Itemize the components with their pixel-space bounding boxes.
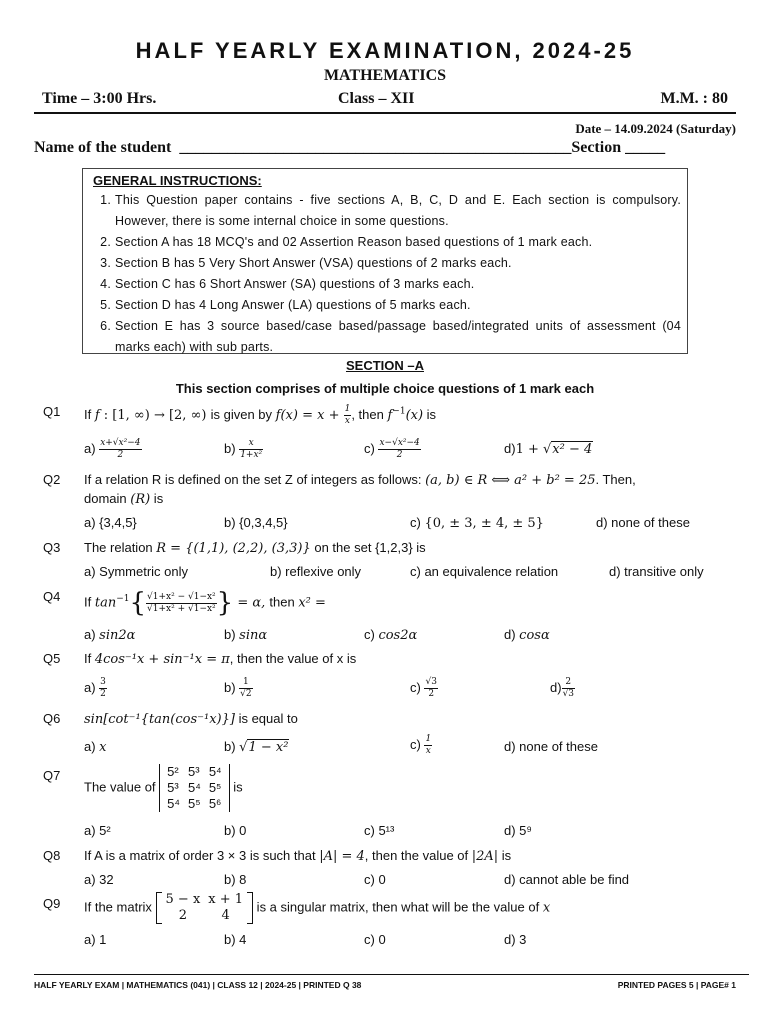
q9-number: Q9: [43, 896, 61, 911]
q5-option-b[interactable]: b) $\frac{1}{√2}$: [224, 677, 252, 699]
q9-option-d[interactable]: d) 3: [504, 932, 527, 947]
section-a-title: SECTION –A: [345, 358, 424, 373]
exam-time: Time – 3:00 Hrs.: [42, 90, 157, 107]
q8-option-b[interactable]: b) 8: [224, 872, 247, 887]
q6-option-b[interactable]: b) √1 − x²: [224, 739, 289, 755]
q1-option-c[interactable]: c) $\frac{\text{x−√x²−4}}{2}$: [364, 438, 420, 460]
instruction-item: [89, 190, 681, 232]
instruction-text: Section D has 4 Long Answer (LA) questions of 5 marks each.: [115, 298, 471, 312]
section-blank: _____: [625, 139, 666, 156]
q7-determinant: 5² 5³ 5⁴ 5³ 5⁴ 5⁵ 5⁴ 5⁵ 5⁶: [159, 764, 229, 812]
q9-option-c[interactable]: c) 0: [364, 932, 386, 947]
q6-option-c[interactable]: c) $\frac{1}{x}$: [410, 734, 432, 756]
instruction-item: [89, 316, 681, 358]
q2-option-a[interactable]: a) {3,4,5}: [84, 515, 137, 530]
q8-option-c[interactable]: c) 0: [364, 872, 386, 887]
instruction-item: [89, 232, 681, 253]
q7-number: Q7: [43, 768, 61, 783]
footer-left: HALF YEARLY EXAM | MATHEMATICS (041) | CLASS 12 | 2024-25 | PRINTED Q 38: [34, 980, 362, 990]
q2-number: Q2: [43, 472, 61, 487]
q1-number: Q1: [43, 404, 61, 419]
q4-option-b[interactable]: b) sinα: [224, 627, 268, 643]
q5-option-d[interactable]: d) $\frac{2}{√3}$: [550, 677, 575, 699]
exam-class: Class – XII: [338, 90, 415, 107]
q1-option-a[interactable]: a) $\frac{\text{x+√x²−4}}{2}$: [84, 438, 141, 460]
q3-text: The relation R = {(1,1), (2,2), (3,3)} on the set {1,2,3} is: [84, 540, 426, 556]
instruction-text: Section E has 3 source based/case based/passage based/integrated units of assessment (04 marks each) with sub parts.: [115, 319, 681, 354]
q2-text-line1: If a relation R is defined on the set Z of integers as follows: (a, b) ∈ R ⟺ a² + b² = 25. Then,: [84, 472, 636, 488]
q2-text-line2: domain (R) is: [84, 491, 164, 507]
q9-text: If the matrix 5 − x x + 1 2 4 is a singular matrix, then what will be the value of x: [84, 892, 551, 923]
q5-text: If 4cos⁻¹x + sin⁻¹x = π, then the value of x is: [84, 651, 357, 667]
name-label: Name of the student: [34, 139, 172, 156]
q5-option-a[interactable]: a) $\frac{3}{2}$: [84, 677, 106, 699]
exam-title: HALF YEARLY EXAMINATION, 2024-25: [135, 38, 635, 63]
q7-text: The value of 5² 5³ 5⁴ 5³ 5⁴ 5⁵ 5⁴ 5⁵ 5⁶ is: [84, 764, 243, 811]
q4-option-a[interactable]: a) sin2α: [84, 627, 136, 643]
instruction-number: 6.: [100, 319, 111, 333]
q3-option-b[interactable]: b) reflexive only: [270, 564, 362, 579]
exam-date: Date – 14.09.2024 (Saturday): [575, 121, 736, 136]
q7-option-b[interactable]: b) 0: [224, 823, 247, 838]
max-marks: M.M. : 80: [660, 90, 728, 107]
instruction-text: This Question paper contains - five sections A, B, C, D and E. Each section is compulsory. However, there is some internal choice in some questions.: [115, 193, 681, 228]
instructions-list: [89, 190, 681, 358]
q1-text: If f : [1, ∞) → [2, ∞) is given by f(x) = x + $\frac{1}{x}$ , then $f^{-1}(x)$ is: [84, 404, 437, 426]
instruction-number: 1.: [100, 193, 111, 207]
name-blank: _________________________________________________: [175, 139, 572, 156]
q3-number: Q3: [43, 540, 61, 555]
q4-option-d[interactable]: d) cosα: [504, 627, 550, 643]
instruction-number: 3.: [100, 256, 111, 270]
q5-number: Q5: [43, 651, 61, 666]
q3-option-a[interactable]: a) Symmetric only: [84, 564, 189, 579]
instruction-item: [89, 274, 681, 295]
q1-option-d[interactable]: d)1 + √x² − 4: [504, 441, 593, 457]
q6-option-a[interactable]: a) x: [84, 739, 107, 755]
q7-option-c[interactable]: c) 5¹³: [364, 823, 395, 838]
q2-option-b[interactable]: b) {0,3,4,5}: [224, 515, 288, 530]
student-name-row: [34, 139, 665, 157]
q5-option-c[interactable]: c) $\frac{√3}{2}$: [410, 677, 437, 699]
instruction-item: [89, 253, 681, 274]
section-a-description: This section comprises of multiple choice questions of 1 mark each: [175, 381, 595, 396]
q6-number: Q6: [43, 711, 61, 726]
section-label: Section: [571, 139, 622, 156]
q6-option-d[interactable]: d) none of these: [504, 739, 598, 754]
instruction-number: 5.: [100, 298, 111, 312]
q7-option-d[interactable]: d) 5⁹: [504, 823, 532, 838]
q8-option-d[interactable]: d) cannot able be find: [504, 872, 630, 887]
instructions-title: GENERAL INSTRUCTIONS:: [93, 173, 262, 188]
header-divider: [34, 112, 736, 114]
q8-text: If A is a matrix of order 3 × 3 is such that |A| = 4, then the value of |2A| is: [84, 848, 512, 864]
instruction-item: [89, 295, 681, 316]
general-instructions-box: [82, 168, 688, 354]
q3-option-d[interactable]: d) transitive only: [609, 564, 704, 579]
footer-divider: [34, 974, 749, 975]
q4-number: Q4: [43, 589, 61, 604]
q4-option-c[interactable]: c) cos2α: [364, 627, 418, 643]
instruction-text: Section C has 6 Short Answer (SA) questions of 3 marks each.: [115, 277, 475, 291]
subject-heading: MATHEMATICS: [323, 67, 447, 84]
instruction-text: Section A has 18 MCQ's and 02 Assertion Reason based questions of 1 mark each.: [115, 235, 593, 249]
q3-option-c[interactable]: c) an equivalence relation: [410, 564, 559, 579]
q1-option-b[interactable]: b) $\frac{x}{\text{1+x²}}$: [224, 438, 263, 460]
q6-text: sin[cot⁻¹{tan(cos⁻¹x)}] is equal to: [84, 711, 298, 727]
instruction-text: Section B has 5 Very Short Answer (VSA) questions of 2 marks each.: [115, 256, 512, 270]
instruction-number: 4.: [100, 277, 111, 291]
q2-option-c[interactable]: c) {0, ± 3, ± 4, ± 5}: [410, 515, 544, 531]
q9-option-b[interactable]: b) 4: [224, 932, 247, 947]
q8-number: Q8: [43, 848, 61, 863]
footer-right: PRINTED PAGES 5 | PAGE# 1: [617, 980, 736, 990]
q4-text: If $\tan^{-1}${ $\frac{\text{√1+x² − √1−x²}}{\text{√1+x² + √1−x²}}$ } = α, then x² =: [84, 588, 326, 618]
q9-matrix: 5 − x x + 1 2 4: [156, 892, 254, 924]
instruction-number: 2.: [100, 235, 111, 249]
q8-option-a[interactable]: a) 32: [84, 872, 114, 887]
q9-option-a[interactable]: a) 1: [84, 932, 107, 947]
q7-option-a[interactable]: a) 5²: [84, 823, 111, 838]
q2-option-d[interactable]: d) none of these: [596, 515, 690, 530]
